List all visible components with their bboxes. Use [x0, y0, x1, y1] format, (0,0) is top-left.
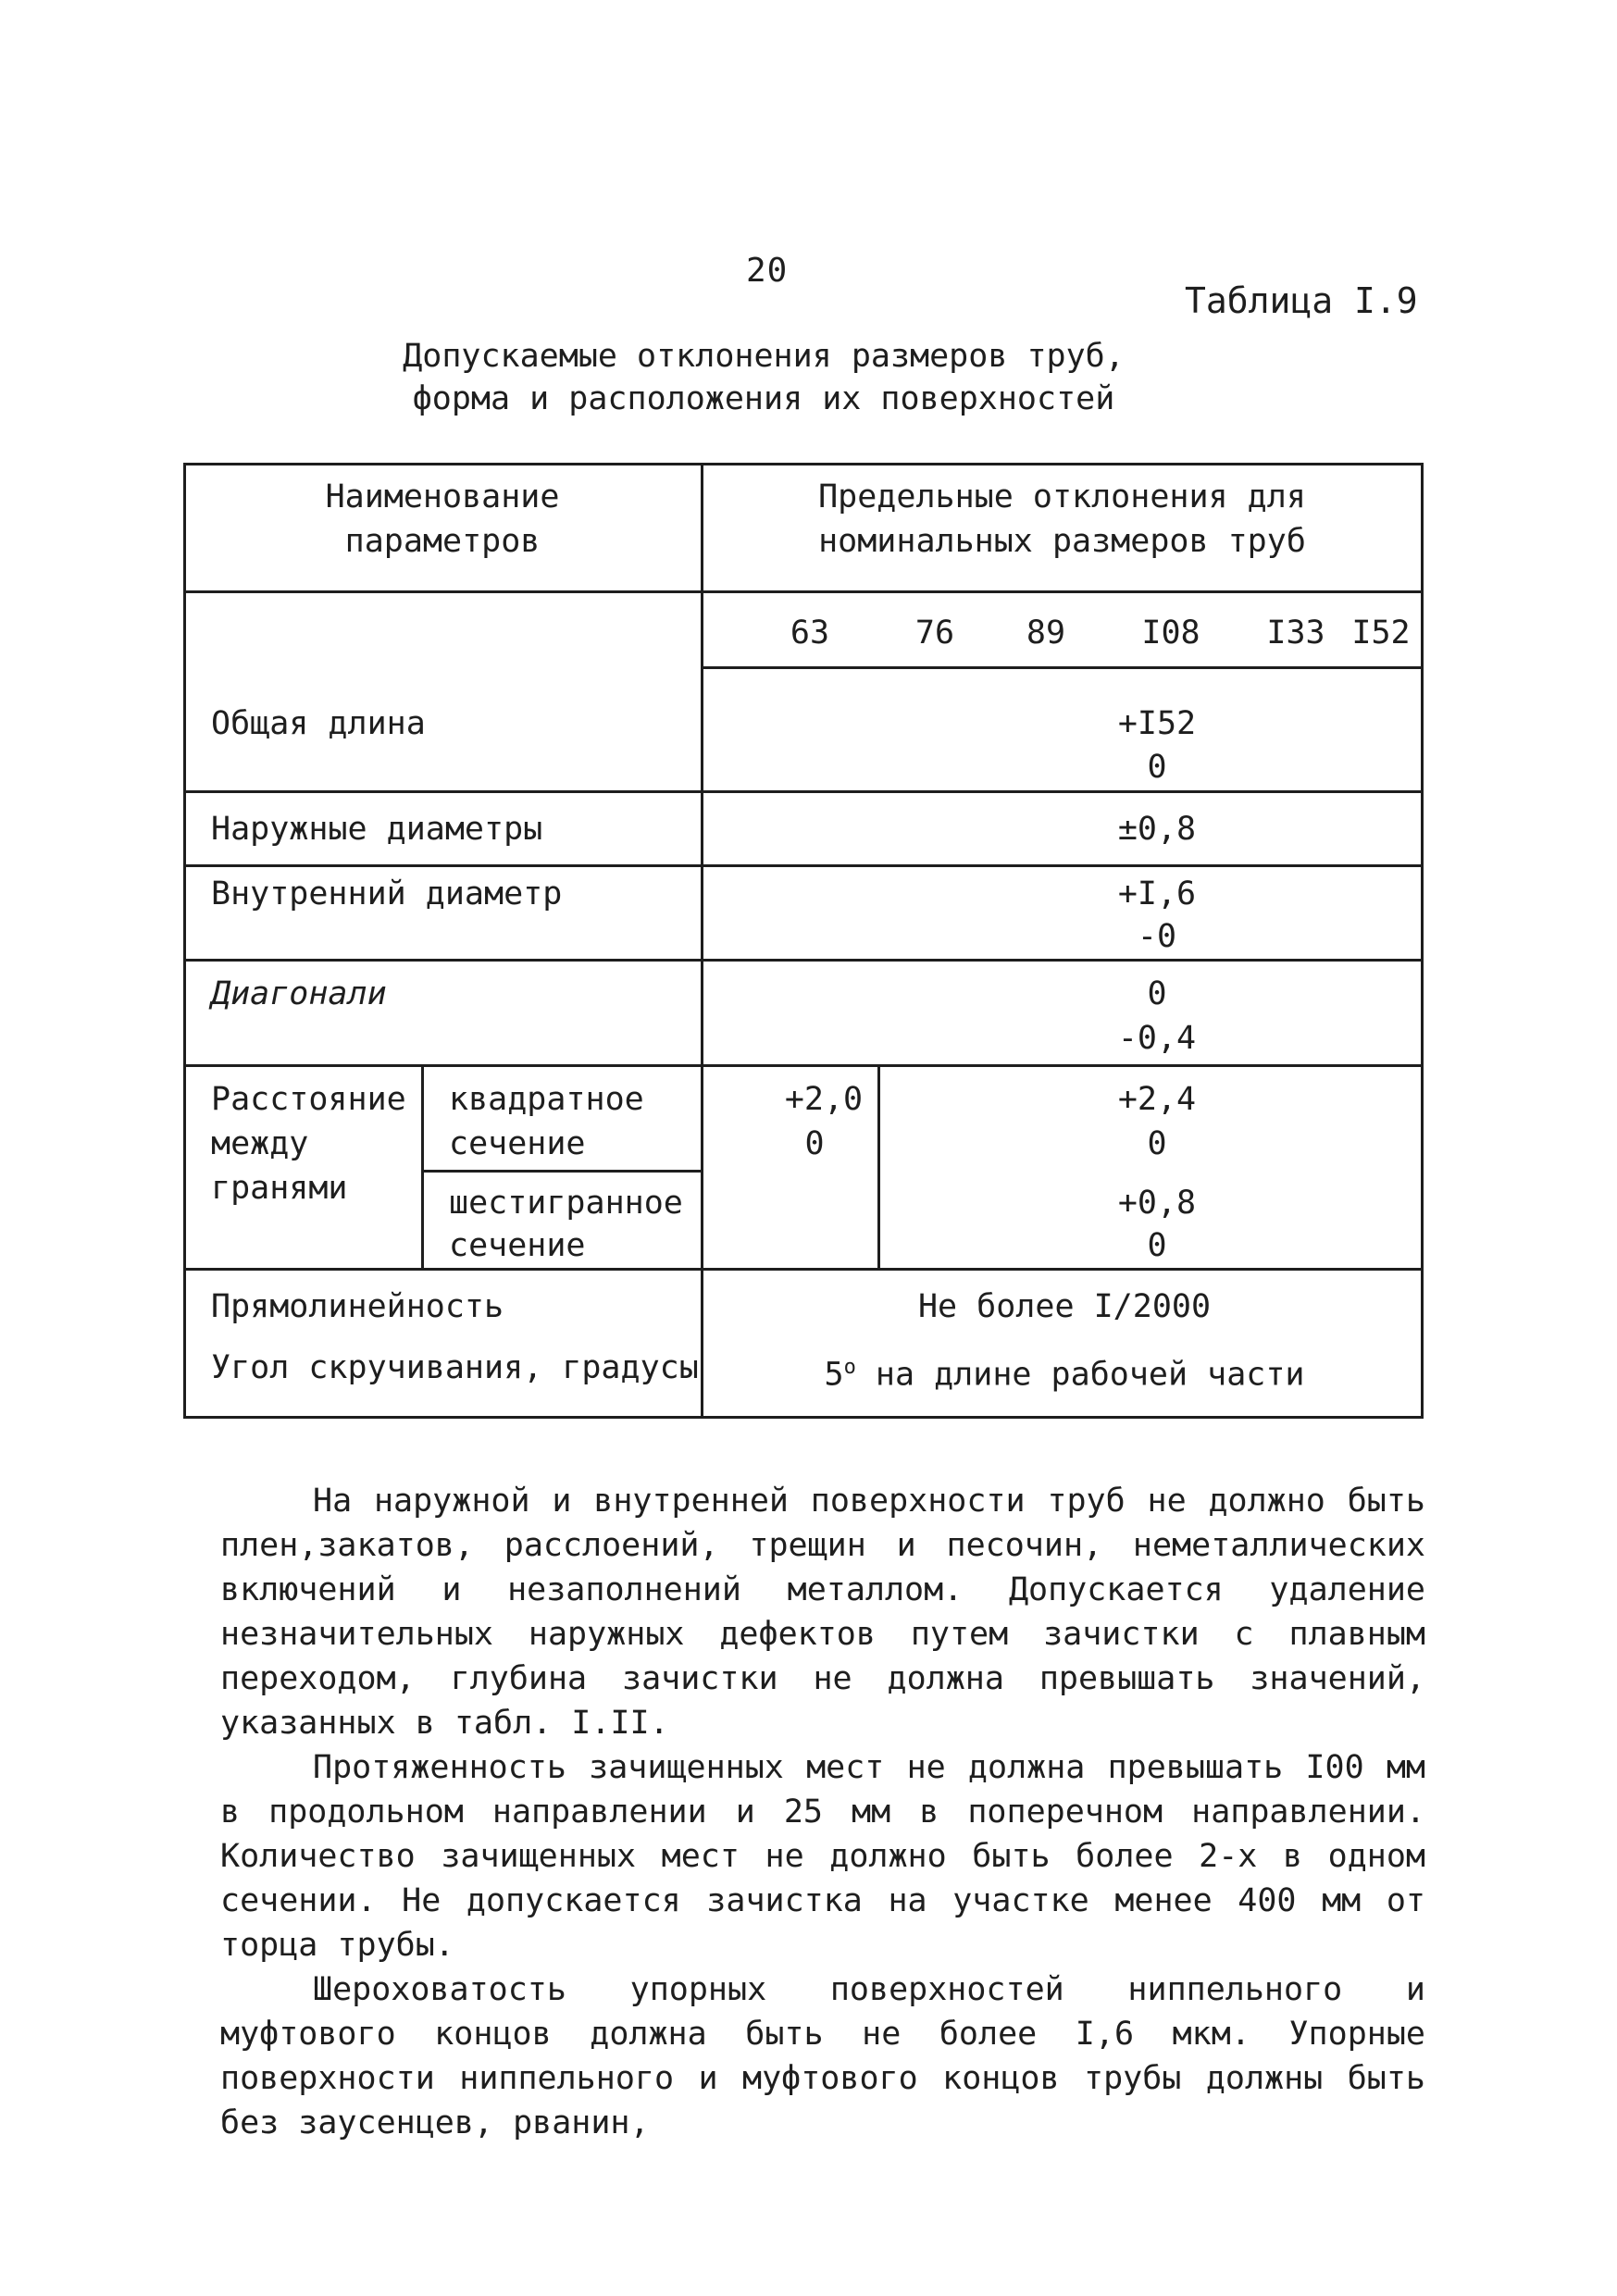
faces-d63-lower: 0 [804, 1125, 825, 1162]
table-border-left [183, 463, 186, 1419]
header-limits-line-2: номинальных размеров труб [818, 523, 1306, 560]
size-89: 89 [1026, 614, 1066, 652]
table-rule-faces [183, 1268, 1424, 1271]
table-rule-columns [701, 463, 703, 1419]
hex-section-label-1: шестигранное [449, 1185, 683, 1222]
caption-line-2: форма и расположения их поверхностей [412, 380, 1115, 417]
table-rule-faces-split [422, 1170, 703, 1173]
paragraph-2: Протяженность зачищенных мест не должна превышать I00 мм в продольном направлении и 25 мм в поперечном направлении. Количество зачищенных мест не должно быть более 2-х в одном сечении. Не допускается зачистка на участке менее 400 мм от торца трубы. [220, 1749, 1425, 1964]
row-diag-lower: -0,4 [1117, 1020, 1197, 1057]
table-border-bottom [183, 1416, 1424, 1419]
row-inner-lower: -0 [1137, 918, 1177, 955]
faces-square-upper: +2,4 [1117, 1081, 1197, 1118]
table-rule-inner [183, 959, 1424, 962]
row-faces-name-2: между [211, 1125, 309, 1162]
table-border-top [183, 463, 1424, 465]
hex-section-label-2: сечение [449, 1227, 586, 1264]
row-length-upper: +I52 [1117, 705, 1197, 742]
row-straightness-name: Прямолинейность [211, 1288, 504, 1325]
size-108: I08 [1141, 614, 1200, 652]
row-diag-upper: 0 [1147, 975, 1167, 1012]
table-rule-length [183, 790, 1424, 793]
table-rule-d63 [877, 1064, 880, 1270]
paragraph-1: На наружной и внутренней поверхности труб не должно быть плен,закатов, расслоений, трещин и песочин, неметаллических включений и незаполнений металлом. Допускается удаление незначительных наружных дефектов путем зачистки с плавным переходом, глубина зачистки не должна превышать значений, указанных в табл. I.II. [220, 1483, 1425, 1742]
twist-value-text: на длине рабочей части [855, 1356, 1305, 1394]
row-twist-value [787, 1346, 1342, 1397]
row-twist-name: Угол скручивания, градусы [211, 1349, 699, 1386]
row-length-name: Общая длина [211, 705, 426, 742]
square-section-label-1: квадратное [449, 1081, 644, 1118]
faces-square-lower: 0 [1147, 1125, 1167, 1162]
caption-line-1: Допускаемые отклонения размеров труб, [403, 338, 1125, 375]
row-straightness-value: Не более I/2000 [917, 1288, 1212, 1325]
header-limits-line-1: Предельные отклонения для [818, 478, 1306, 515]
faces-hex-upper: +0,8 [1117, 1185, 1197, 1222]
size-133: I33 [1266, 614, 1325, 652]
header-param-line-2: параметров [344, 523, 541, 560]
row-faces-name-3: гранями [211, 1170, 348, 1207]
twist-value-number: 5 [824, 1356, 844, 1394]
row-diag-name: Диагонали [211, 975, 387, 1012]
table-rule-sizes [703, 666, 1424, 669]
page-number: 20 [746, 252, 789, 290]
row-inner-name: Внутренний диаметр [211, 875, 563, 912]
table-rule-faces-inner [421, 1064, 424, 1270]
row-outer-value: ±0,8 [1117, 811, 1197, 848]
body-text [220, 1479, 1425, 2145]
table-rule-outer [183, 864, 1424, 867]
size-63: 63 [790, 614, 830, 652]
row-faces-name-1: Расстояние [211, 1081, 406, 1118]
table-rule-header [183, 590, 1424, 593]
faces-hex-lower: 0 [1147, 1227, 1167, 1264]
row-outer-name: Наружные диаметры [211, 811, 543, 848]
square-section-label-2: сечение [449, 1125, 586, 1162]
table-rule-diag [183, 1064, 1424, 1067]
paragraph-3: Шероховатость упорных поверхностей ниппельного и муфтового концов должна быть не более I,6 мкм. Упорные поверхности ниппельного и муфтового концов трубы должны быть без заусенцев, рванин, [220, 1971, 1425, 2141]
row-length-lower: 0 [1147, 749, 1167, 786]
size-76: 76 [914, 614, 955, 652]
size-152: I52 [1351, 614, 1411, 652]
header-param-line-1: Наименование [325, 478, 560, 515]
table-border-right [1421, 463, 1424, 1419]
row-inner-upper: +I,6 [1117, 875, 1197, 912]
twist-degree-mark: o [843, 1356, 856, 1379]
faces-d63-upper: +2,0 [784, 1081, 864, 1118]
table-label: Таблица I.9 [1185, 280, 1418, 321]
